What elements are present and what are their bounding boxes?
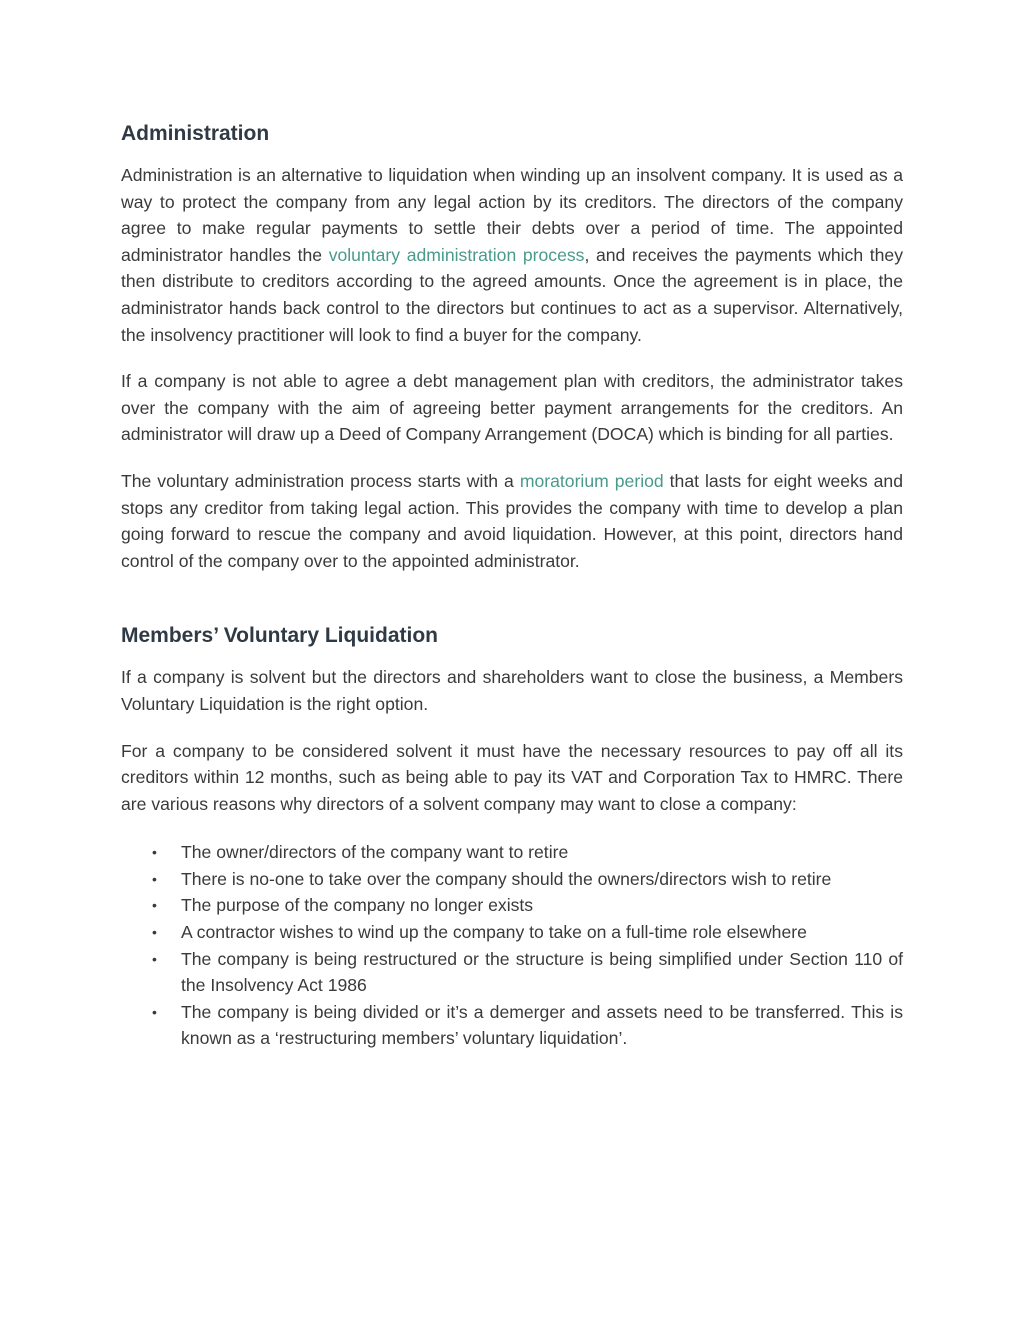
bullet-icon: • bbox=[152, 844, 157, 861]
heading-administration: Administration bbox=[121, 122, 270, 145]
reasons-bullet-list bbox=[121, 839, 903, 1052]
administration-paragraph-3 bbox=[121, 468, 903, 574]
document-page bbox=[121, 110, 903, 1052]
heading-members-voluntary-liquidation: Members’ Voluntary Liquidation bbox=[121, 624, 438, 648]
bullet-icon: • bbox=[152, 897, 157, 914]
list-item-text: The company is being divided or it’s a demerger and assets need to be transferred. This is known as a ‘restructuring members’ voluntary liquidation’. bbox=[181, 1001, 903, 1049]
section-spacer bbox=[121, 574, 903, 622]
bullet-icon: • bbox=[152, 870, 157, 887]
bullet-icon: • bbox=[152, 1003, 157, 1020]
list-item bbox=[121, 919, 903, 946]
bullet-icon: • bbox=[152, 950, 157, 967]
paragraph-text: Administration is an alternative to liquidation when winding up an insolvent company. It is used as a way to protect the company from any legal action by its creditors. The directors of the company agree to make regular payments to settle their debts over a period of time. The appointed administrator handles the bbox=[121, 165, 903, 265]
administration-paragraph-2: If a company is not able to agree a debt management plan with creditors, the administrator takes over the company with the aim of agreeing better payment arrangements for the creditors. An administrator will draw up a Deed of Company Arrangement (DOCA) which is binding for all parties. bbox=[121, 371, 903, 445]
list-item-text: The company is being restructured or the structure is being simplified under Section 110 of the Insolvency Act 1986 bbox=[181, 948, 903, 996]
mvl-paragraph-1: If a company is solvent but the directors and shareholders want to close the business, a Members Voluntary Liquidation is the right option. bbox=[121, 667, 903, 714]
moratorium-period-link[interactable]: moratorium period bbox=[519, 470, 664, 491]
list-item-text: The purpose of the company no longer exists bbox=[181, 895, 534, 916]
list-item bbox=[121, 999, 903, 1052]
list-item-text: There is no-one to take over the company should the owners/directors wish to retire bbox=[181, 868, 832, 889]
paragraph-text: that lasts for eight weeks and stops any creditor from taking legal action. This provides the company with time to develop a plan going forward to rescue the company and avoid liquidation. However, at this point, directors hand control of the company over to the appointed administrator. bbox=[121, 470, 903, 571]
bullet-icon: • bbox=[152, 924, 157, 941]
list-item-text: A contractor wishes to wind up the company to take on a full-time role elsewhere bbox=[181, 922, 807, 943]
list-item bbox=[121, 892, 903, 919]
list-item bbox=[121, 839, 903, 866]
administration-paragraph-1 bbox=[121, 162, 903, 348]
list-item bbox=[121, 946, 903, 999]
list-item-text: The owner/directors of the company want to retire bbox=[181, 842, 569, 863]
list-item bbox=[121, 866, 903, 893]
voluntary-administration-process-link[interactable]: voluntary administration process bbox=[328, 244, 585, 265]
paragraph-text: The voluntary administration process starts with a bbox=[121, 470, 520, 491]
mvl-paragraph-2: For a company to be considered solvent it must have the necessary resources to pay off all its creditors within 12 months, such as being able to pay its VAT and Corporation Tax to HMRC. There are various reasons why directors of a solvent company may want to close a company: bbox=[121, 740, 903, 814]
paragraph-text: , and receives the payments which they then distribute to creditors according to the agreed amounts. Once the agreement is in place, the administrator hands back control to the directors but continues to act as a supervisor. Alternatively, the insolvency practitioner will look to find a buyer for the company. bbox=[121, 244, 903, 345]
